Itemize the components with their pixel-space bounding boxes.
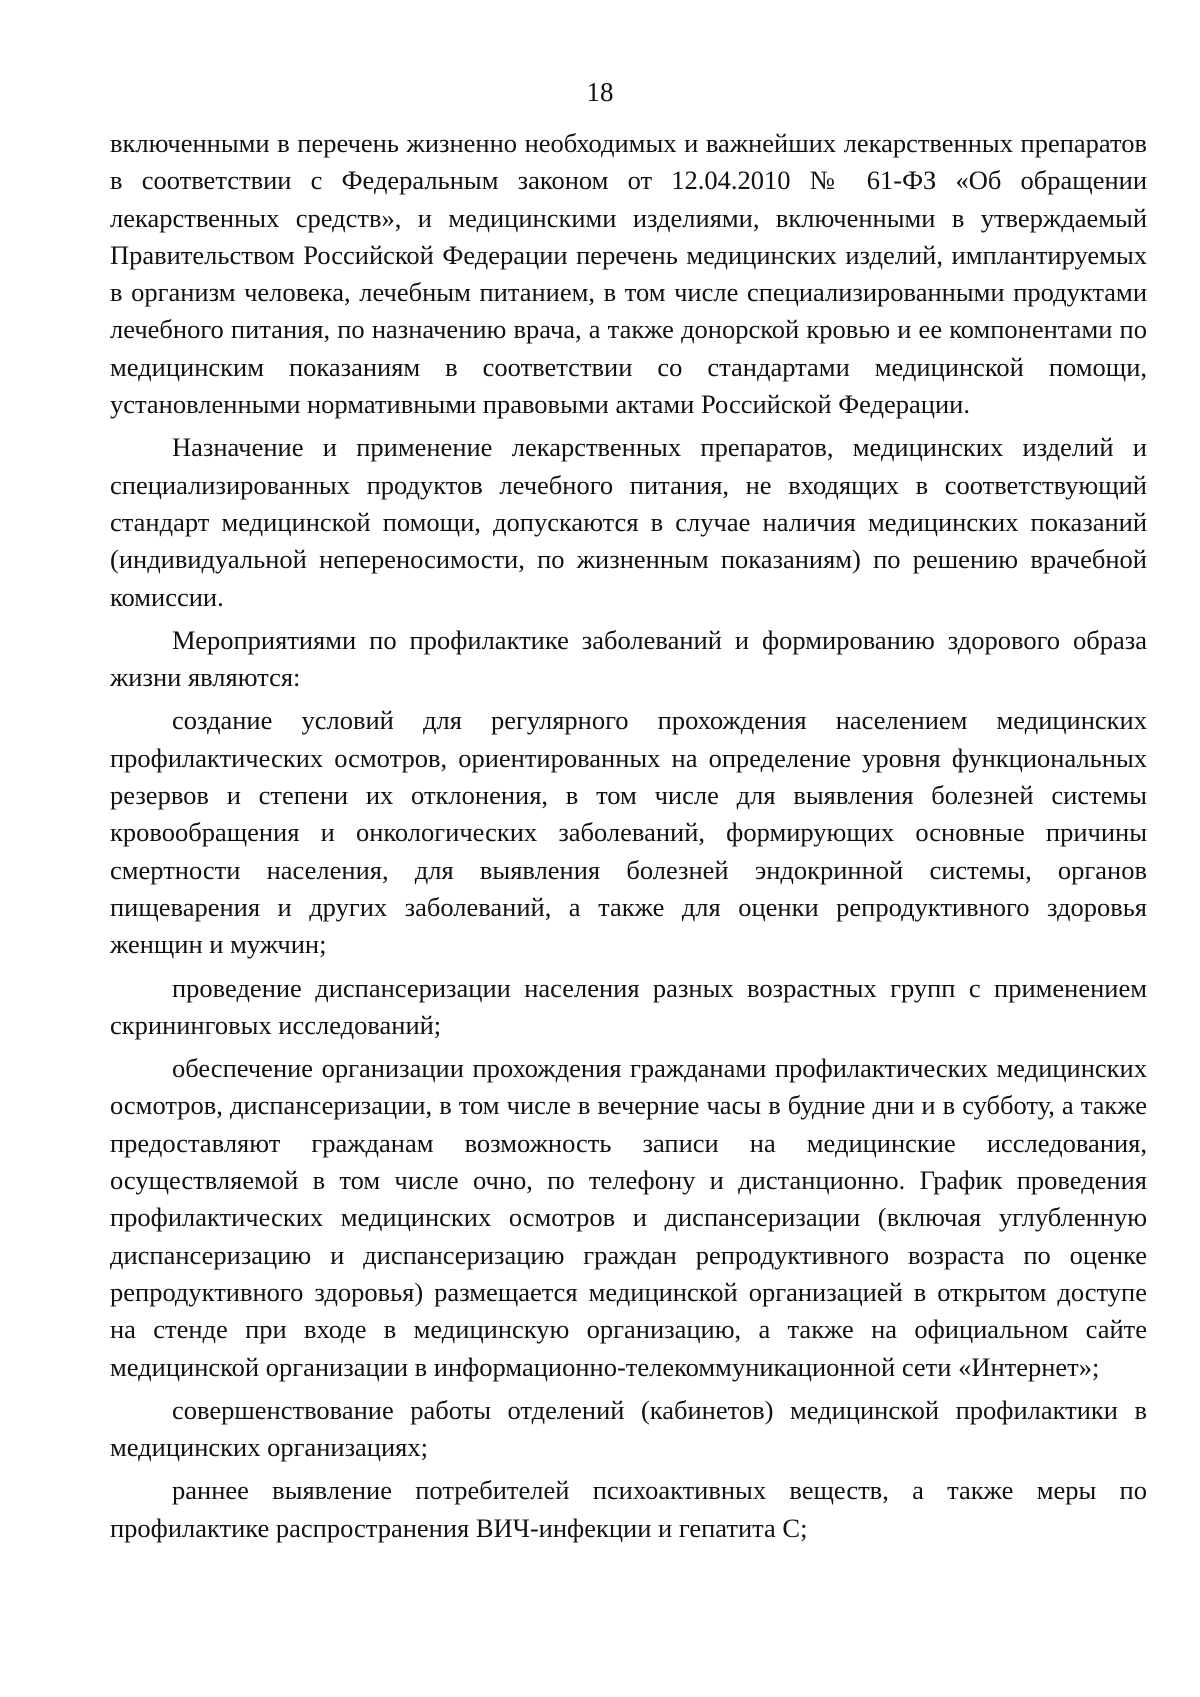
list-item-early-detection: раннее выявление потребителей психоактивных веществ, а также меры по профилактике распространения ВИЧ-инфекции и гепатита С; — [110, 1475, 1147, 1543]
body-text — [110, 125, 1147, 1547]
paragraph-prevention-intro: Мероприятиями по профилактике заболеваний и формированию здорового образа жизни являются: — [110, 624, 1147, 693]
paragraph-continuation: включенными в перечень жизненно необходимых и важнейших лекарственных препаратов в соответствии с Федеральным законом от 12.04.2010 № 61-ФЗ «Об обращении лекарственных средств», и медицинскими изделиями, включенными в утверждаемый Правительством Российской Федерации перечень медицинских изделий, имплантируемых в организм человека, лечебным питанием, в том числе специализированными продуктами лечебного питания, по назначению врача, а также донорской кровью и ее компонентами по медицинским показаниям в соответствии со стандартами медицинской помощи, установленными нормативными правовыми актами Российской Федерации. — [110, 128, 1147, 420]
paragraph-prescription: Назначение и применение лекарственных препаратов, медицинских изделий и специализированных продуктов лечебного питания, не входящих в соответствующий стандарт медицинской помощи, допускаются в случае наличия медицинских показаний (индивидуальной непереносимости, по жизненным показаниям) по решению врачебной комиссии. — [110, 432, 1147, 612]
list-item-checkup-conditions: создание условий для регулярного прохождения населением медицинских профилактических осмотров, ориентированных на определение уровня функциональных резервов и степени их отклонения, в том числе для выявления болезней системы кровообращения и онкологических заболеваний, формирующих основные причины смертности населения, для выявления болезней эндокринной системы, органов пищеварения и других заболеваний, а также для оценки репродуктивного здоровья женщин и мужчин; — [110, 705, 1147, 960]
list-item-prevention-units: совершенствование работы отделений (кабинетов) медицинской профилактики в медицинских организациях; — [110, 1394, 1147, 1463]
page-number: 18 — [586, 77, 614, 107]
list-item-screening: проведение диспансеризации населения разных возрастных групп с применением скрининговых исследований; — [110, 972, 1147, 1040]
list-item-organization: обеспечение организации прохождения гражданами профилактических медицинских осмотров, диспансеризации, в том числе в вечерние часы в будние дни и в субботу, а также предоставляют гражданам возможность записи на медицинские исследования, осуществляемой в том числе очно, по телефону и дистанционно. График проведения профилактических медицинских осмотров и диспансеризации (включая углубленную диспансеризацию и диспансеризацию граждан репродуктивного возраста по оценке репродуктивного здоровья) размещается медицинской организацией в открытом доступе на стенде при входе в медицинскую организацию, а также на официальном сайте медицинской организации в информационно-телекоммуникационной сети «Интернет»; — [110, 1053, 1147, 1382]
